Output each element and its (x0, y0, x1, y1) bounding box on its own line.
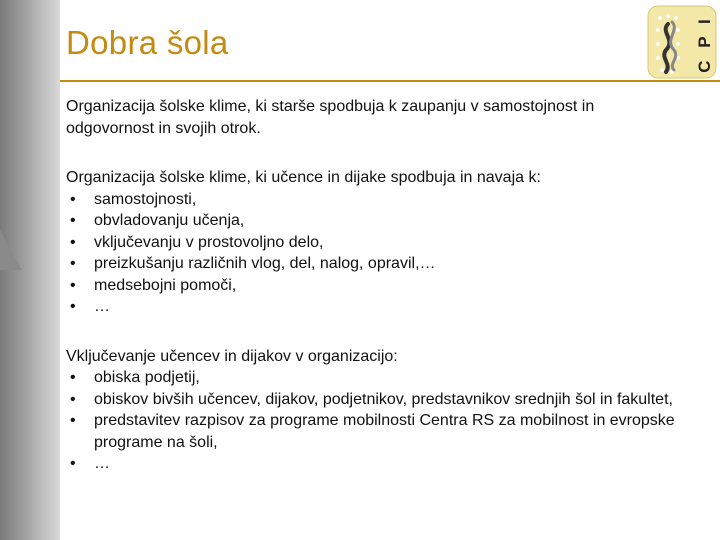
list-item (66, 253, 686, 275)
bullet-icon: • (70, 255, 76, 272)
list-item-text: obiskov bivših učencev, dijakov, podjetnikov, predstavnikov srednjih šol in fakultet, (94, 390, 673, 408)
title-underline (60, 80, 720, 82)
list-item-text: obvladovanju učenja, (94, 212, 245, 229)
bullet-icon: • (70, 190, 76, 208)
bullet-icon: • (70, 276, 76, 294)
bullet-icon: • (70, 369, 76, 386)
slide-title: Dobra šola (66, 24, 229, 61)
slide-body (66, 96, 686, 475)
bullet-icon: • (70, 233, 76, 251)
list-item (66, 453, 686, 475)
student-skills-list (66, 189, 686, 318)
list-item-text: … (94, 455, 110, 472)
paragraph-parents: Organizacija šolske klime, ki starše spodbuja k zaupanju v samostojnost in odgovornost in svojih otrok. (66, 98, 595, 137)
bullet-icon: • (70, 390, 76, 408)
list-item (66, 410, 686, 453)
list-item (66, 275, 686, 297)
list-item (66, 296, 686, 318)
list-item-text: preizkušanju različnih vlog, del, nalog, opravil,… (94, 255, 436, 272)
list-item (66, 232, 686, 254)
paragraph-students-intro: Organizacija šolske klime, ki učence in dijake spodbuja in navaja k: (66, 169, 541, 186)
cpi-logo (646, 4, 718, 80)
bullet-icon: • (70, 298, 76, 315)
list-item-text: … (94, 298, 110, 315)
left-bar-notch (0, 230, 22, 270)
bullet-icon: • (70, 212, 76, 229)
involvement-list (66, 367, 686, 475)
paragraph-involvement-intro: Vključevanje učencev in dijakov v organizacijo: (66, 347, 398, 365)
list-item-text: predstavitev razpisov za programe mobilnosti Centra RS za mobilnost in evropske programe na šoli, (94, 412, 675, 451)
bullet-icon: • (70, 455, 76, 472)
list-item-text: medsebojni pomoči, (94, 276, 237, 294)
list-item (66, 210, 686, 232)
list-item-text: samostojnosti, (94, 190, 197, 208)
list-item-text: vključevanju v prostovoljno delo, (94, 233, 324, 251)
list-item (66, 389, 686, 411)
list-item-text: obiska podjetij, (94, 369, 200, 386)
left-decorative-bar (0, 0, 60, 540)
list-item (66, 189, 686, 211)
list-item (66, 367, 686, 389)
bullet-icon: • (70, 412, 76, 429)
logo-text: C P I (695, 15, 714, 73)
